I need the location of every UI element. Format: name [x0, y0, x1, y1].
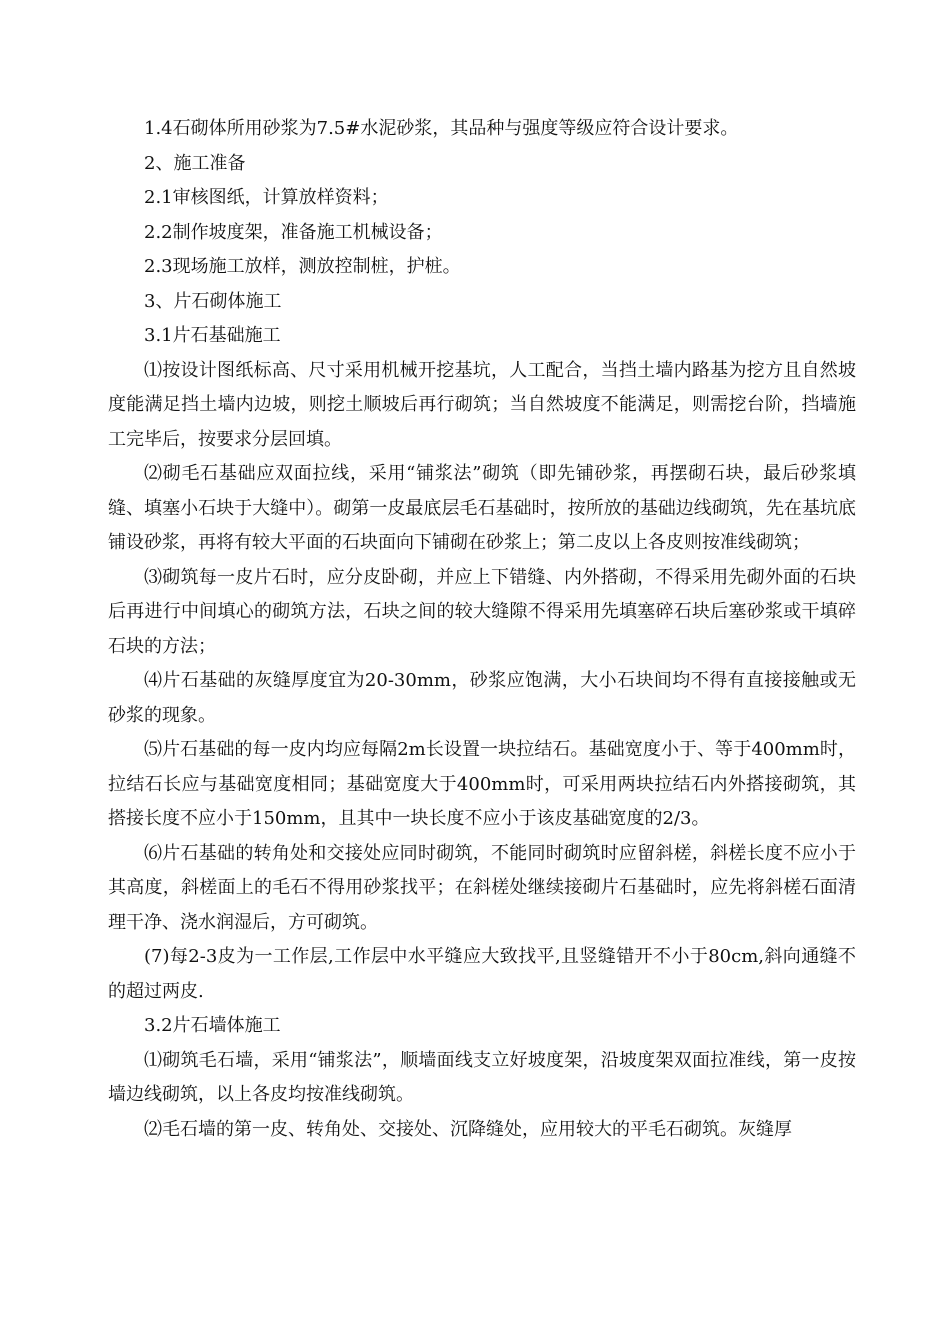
- list-item-foundation-5: ⑸片石基础的每一皮内均应每隔2m长设置一块拉结石。基础宽度小于、等于400mm时，拉结石长应与基础宽度相同；基础宽度大于400mm时，可采用两块拉结石内外搭接砌筑，其搭接长度不应小于150mm，且其中一块长度不应小于该皮基础宽度的2/3。: [108, 739, 856, 829]
- heading-3-2-wall: 3.2片石墙体施工: [144, 1015, 281, 1036]
- paragraph-1-4-mortar: 1.4石砌体所用砂浆为7.5#水泥砂浆，其品种与强度等级应符合设计要求。: [144, 118, 739, 139]
- list-item-foundation-7: (7)每2-3皮为一工作层,工作层中水平缝应大致找平,且竖缝错开不小于80cm,斜向通缝不的超过两皮.: [108, 946, 856, 1002]
- heading-3-1-foundation: 3.1片石基础施工: [144, 325, 281, 346]
- list-item-foundation-6: ⑹片石基础的转角处和交接处应同时砌筑，不能同时砌筑时应留斜槎，斜槎长度不应小于其高度，斜槎面上的毛石不得用砂浆找平；在斜槎处继续接砌片石基础时，应先将斜槎石面清理干净、浇水润湿后，方可砌筑。: [108, 842, 856, 933]
- heading-rubble-masonry: 3、片石砌体施工: [144, 290, 282, 312]
- list-item-foundation-2: ⑵砌毛石基础应双面拉线，采用“铺浆法”砌筑（即先铺砂浆，再摆砌石块，最后砂浆填缝、填塞小石块于大缝中）。砌第一皮最底层毛石基础时，按所放的基础边线砌筑，先在基坑底铺设砂浆，再将有较大平面的石块面向下铺砌在砂浆上；第二皮以上各皮则按准线砌筑；: [108, 463, 856, 553]
- list-item-foundation-3: ⑶砌筑每一皮片石时，应分皮卧砌，并应上下错缝、内外搭砌，不得采用先砌外面的石块后再进行中间填心的砌筑方法，石块之间的较大缝隙不得采用先填塞碎石块后塞砂浆或干填碎石块的方法；: [108, 566, 856, 657]
- paragraph-2-3: 2.3现场施工放样，测放控制桩，护桩。: [144, 256, 461, 277]
- list-item-foundation-4: ⑷片石基础的灰缝厚度宜为20-30mm，砂浆应饱满，大小石块间均不得有直接接触或无砂浆的现象。: [108, 670, 856, 726]
- heading-construction-preparation: 2、施工准备: [144, 152, 246, 174]
- paragraph-2-2: 2.2制作坡度架，准备施工机械设备；: [144, 221, 443, 243]
- list-item-wall-1: ⑴砌筑毛石墙，采用“铺浆法”，顺墙面线支立好坡度架，沿坡度架双面拉准线，第一皮按墙边线砌筑，以上各皮均按准线砌筑。: [108, 1049, 856, 1105]
- list-item-foundation-1: ⑴按设计图纸标高、尺寸采用机械开挖基坑，人工配合，当挡土墙内路基为挖方且自然坡度能满足挡土墙内边坡，则挖土顺坡后再行砌筑；当自然坡度不能满足，则需挖台阶，挡墙施工完毕后，按要求分层回填。: [108, 359, 856, 450]
- list-item-wall-2: ⑵毛石墙的第一皮、转角处、交接处、沉降缝处，应用较大的平毛石砌筑。灰缝厚: [144, 1118, 792, 1140]
- paragraph-2-1: 2.1审核图纸，计算放样资料；: [144, 187, 389, 208]
- document-page: [108, 112, 856, 1147]
